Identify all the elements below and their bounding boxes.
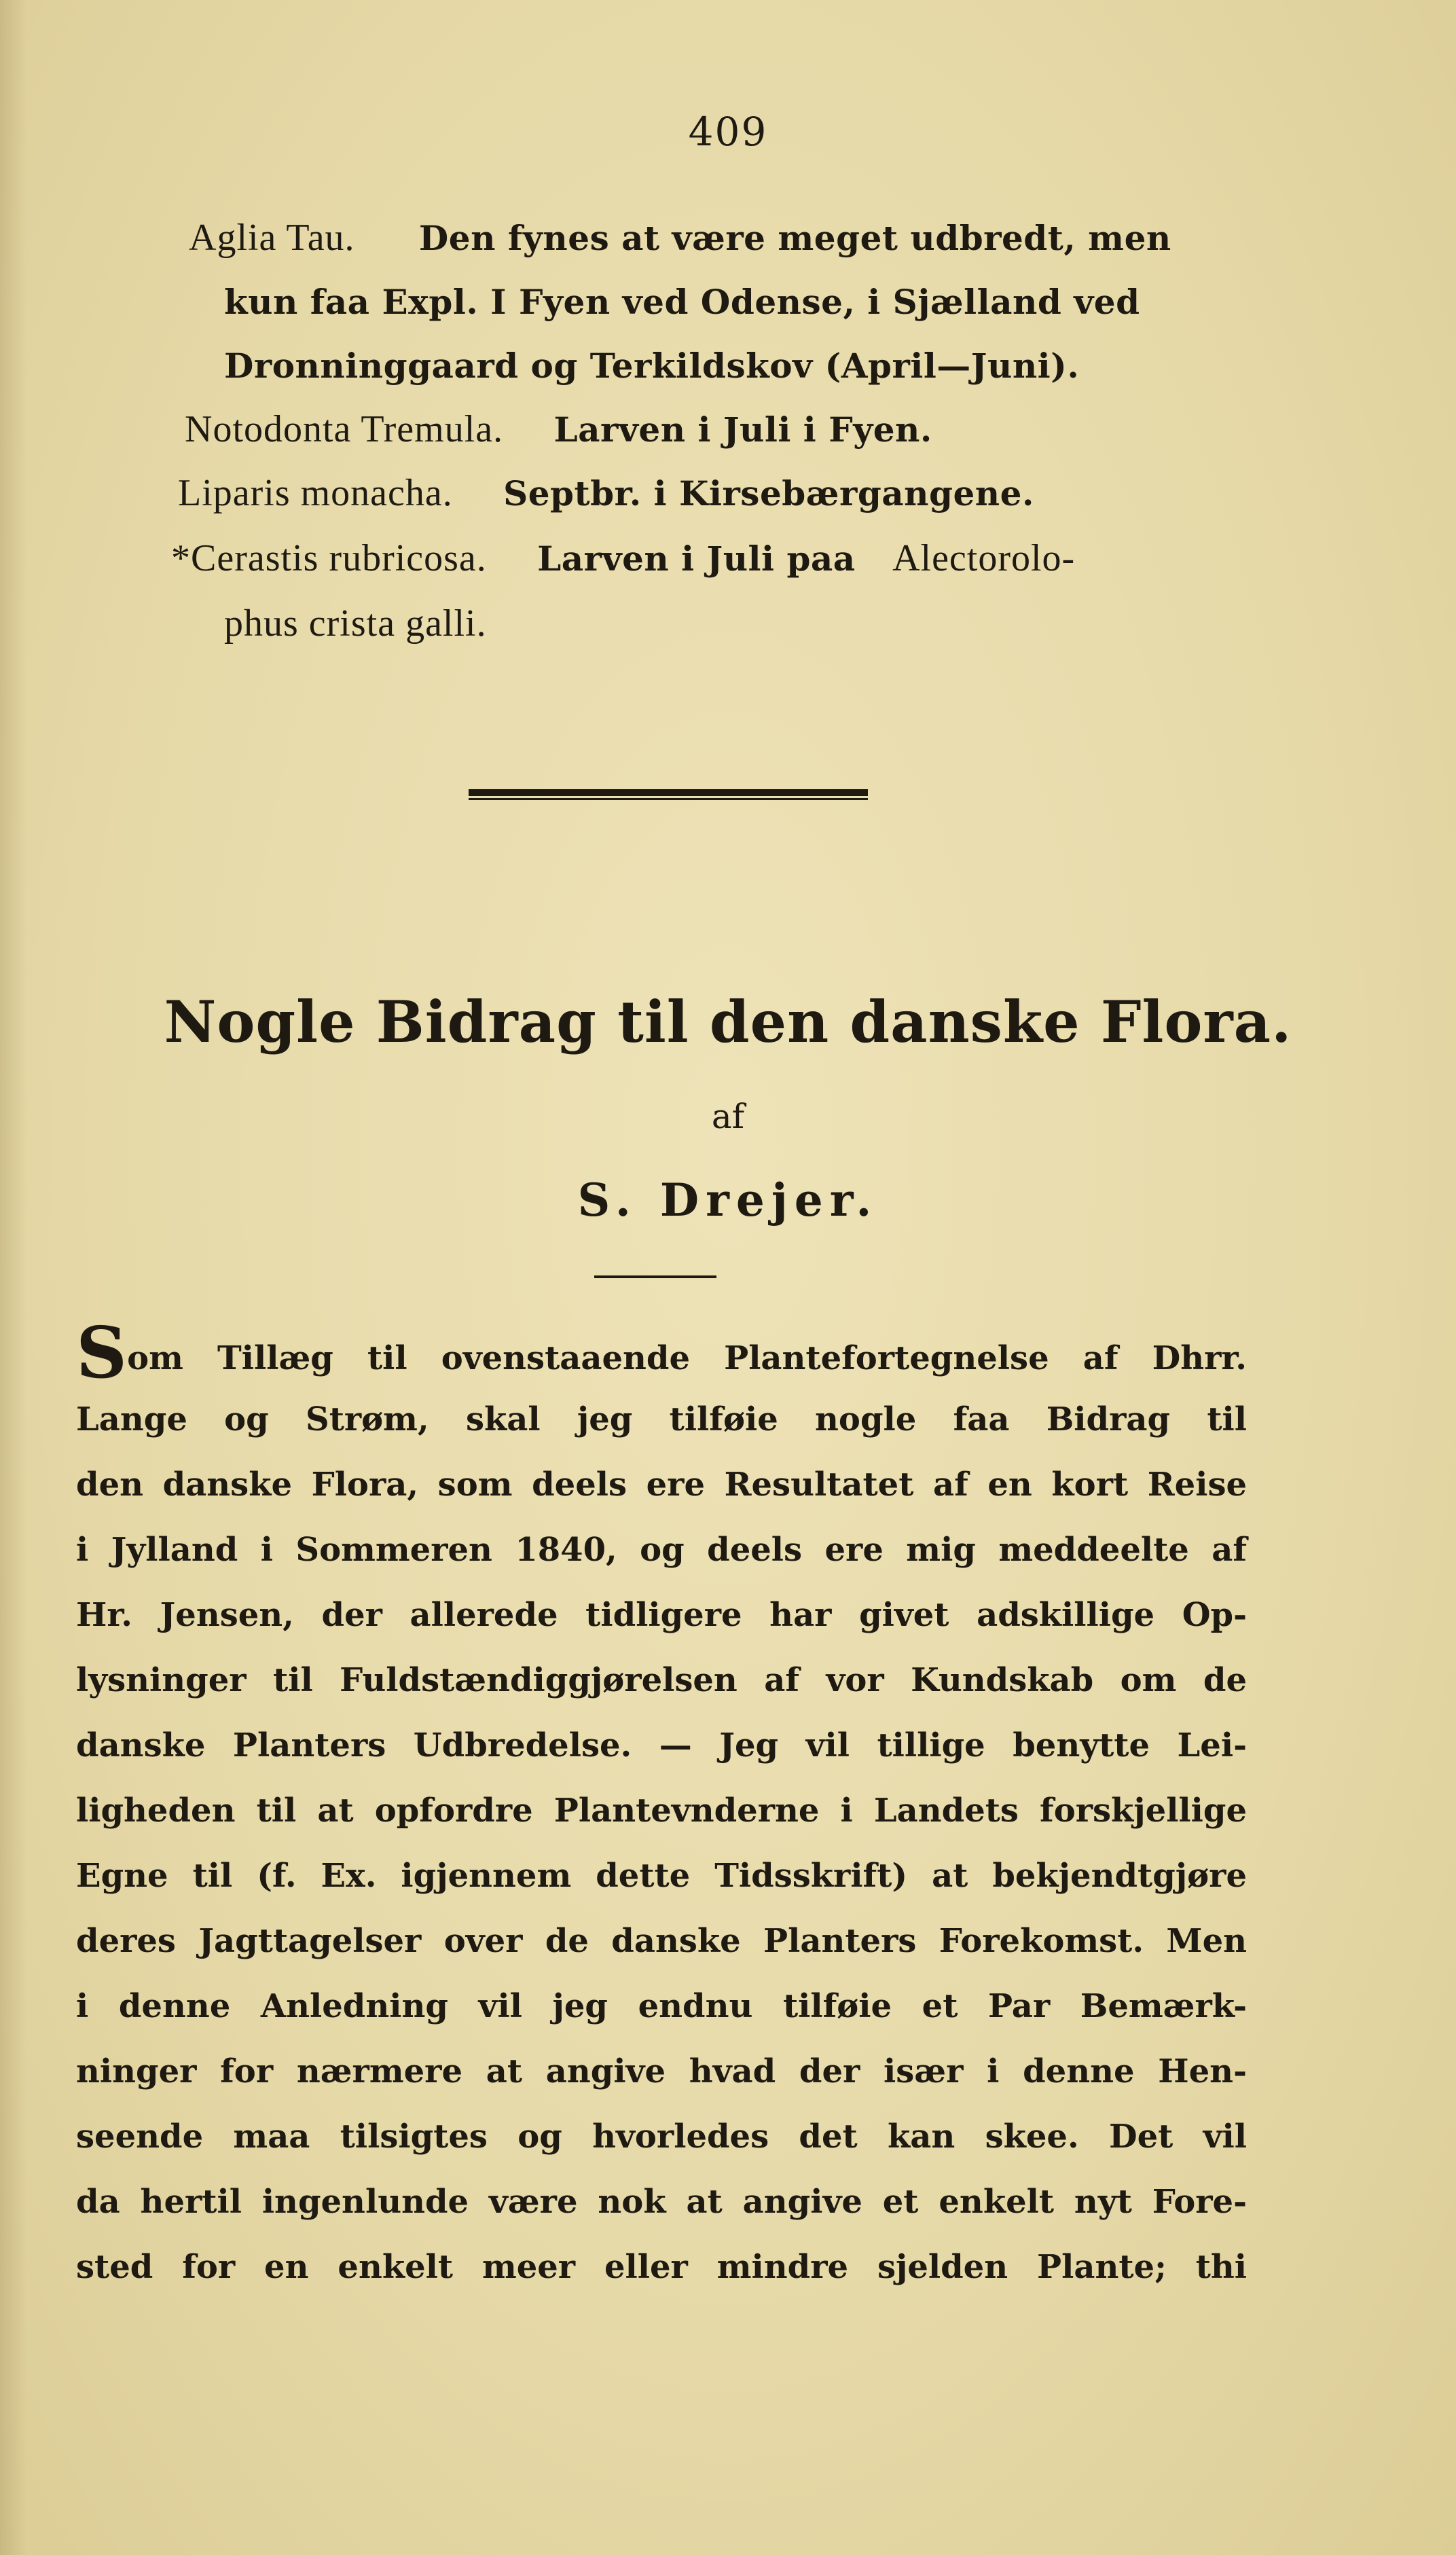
body-line-3: den danske Flora, som deels ere Resultatet af en kort Reise	[76, 1466, 1247, 1504]
entry-line-2	[224, 280, 1140, 324]
entry-text: Den fynes at være meget udbredt, men	[418, 218, 1171, 258]
entry-text: kun faa Expl. I Fyen ved Odense, i Sjælland ved	[224, 282, 1140, 322]
body-line-10: deres Jagttagelser over de danske Planters Forekomst. Men	[76, 1922, 1247, 1960]
entry-text: Dronninggaard og Terkildskov (April—Juni).	[224, 346, 1080, 386]
article-title: Nogle Bidrag til den danske Flora.	[164, 988, 1292, 1055]
author-rule	[594, 1275, 716, 1278]
page-edge-shadow	[0, 0, 27, 2555]
entry-line-5	[178, 471, 1034, 515]
byline: af	[711, 1097, 745, 1136]
entry-line-6	[171, 537, 1075, 581]
body-line-11: i denne Anledning vil jeg endnu tilføie et Par Bemærk-	[76, 1987, 1247, 2025]
entry-text: Septbr. i Kirsebærgangene.	[503, 473, 1034, 513]
body-line-14: da hertil ingenlunde være nok at angive et enkelt nyt Fore-	[76, 2183, 1247, 2221]
entry-latin-name: Alectorolo-	[892, 537, 1076, 579]
entry-latin-name: phus crista galli.	[224, 602, 487, 645]
page-number: 409	[688, 109, 768, 155]
body-line-7: danske Planters Udbredelse. — Jeg vil tillige benytte Lei-	[76, 1726, 1247, 1764]
body-line-9: Egne til (f. Ex. igjennem dette Tidsskrift) at bekjendtgjøre	[76, 1857, 1247, 1895]
section-divider	[469, 789, 868, 801]
entry-text: Larven i Juli paa	[537, 539, 856, 579]
body-line-15: sted for en enkelt meer eller mindre sjelden Plante; thi	[76, 2248, 1247, 2286]
author-name: S. Drejer.	[577, 1174, 879, 1227]
body-line-1: Som Tillæg til ovenstaaende Plantefortegnelse af Dhrr.	[76, 1311, 1247, 1394]
body-line-8: ligheden til at opfordre Plantevnderne i Landets forskjellige	[76, 1792, 1247, 1830]
entry-latin-name: Notodonta Tremula.	[185, 408, 504, 450]
body-line-5: Hr. Jensen, der allerede tidligere har givet adskillige Op-	[76, 1596, 1247, 1634]
entry-line-4	[185, 407, 932, 452]
body-line-2: Lange og Strøm, skal jeg tilføie nogle faa Bidrag til	[76, 1400, 1247, 1438]
entry-line-7	[224, 602, 487, 645]
entry-text: Larven i Juli i Fyen.	[553, 410, 932, 450]
divider-thin-line	[469, 798, 868, 800]
body-line-12: ninger for nærmere at angive hvad der især i denne Hen-	[76, 2052, 1247, 2090]
body-line-4: i Jylland i Sommeren 1840, og deels ere mig meddeelte af	[76, 1531, 1247, 1569]
body-line-6: lysninger til Fuldstændiggjørelsen af vor Kundskab om de	[76, 1661, 1247, 1699]
body-line-13: seende maa tilsigtes og hvorledes det kan skee. Det vil	[76, 2118, 1247, 2156]
entry-line-3	[224, 344, 1079, 388]
entry-latin-name: Liparis monacha.	[178, 472, 453, 514]
entry-line-1	[189, 216, 1171, 260]
divider-thick-line	[469, 789, 868, 796]
drop-cap: S	[76, 1311, 128, 1394]
entry-latin-name: Aglia Tau.	[189, 217, 355, 259]
entry-latin-name: *Cerastis rubricosa.	[171, 537, 487, 579]
